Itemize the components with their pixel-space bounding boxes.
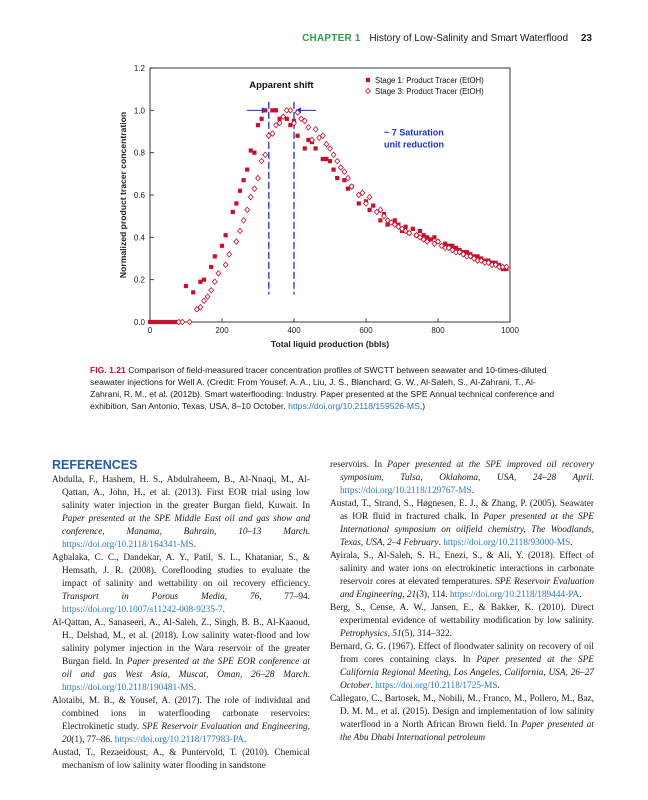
stage3-data-point [248,194,253,199]
plot-frame [150,68,510,322]
reference-end: . [471,486,475,496]
stage3-data-point [288,108,293,113]
stage3-data-point [187,319,192,324]
stage1-data-point [335,176,339,180]
saturation-reduction-label: ~ 7 Saturation [384,127,444,138]
stage1-data-point [231,210,235,214]
reference-details: (1), 77–86. [71,735,115,745]
stage3-data-point [328,146,333,151]
reference-details: . [438,538,444,548]
reference-text: Berg, S., Cense, A. W., Jansen, E., & Bakker, K. (2010). Direct experimental evidence of wettability modification by low salinity. [330,603,594,626]
stage3-data-point [245,207,250,212]
reference-end: . [193,683,197,693]
stage3-data-point [367,194,372,199]
reference-details: (5), 314–322. [401,629,452,639]
reference-entry [330,459,594,498]
stage1-data-point [368,208,372,212]
reference-entry [52,474,310,552]
caption-text: Comparison of field-measured tracer concentration profiles of SWCTT between seawater and 10-times-diluted seawater injections for Well A. (Credit: From Yousef, A. A., Liu, J. S., Blanchard, G. W., Al-Saleh, S., Al-Zahrani, T., Al-Zahrani, R. M., et al. (2012b). Smart waterflooding: Industry. Paper presented at the SPE Annual technical conference and exhibition, San Antonio, Texas, USA, 8–10 October. [90,365,555,411]
stage1-data-point [274,108,278,112]
x-tick-label: 600 [359,326,373,335]
stage1-data-point [303,146,307,150]
caption-tail: .) [419,401,426,411]
stage3-data-point [209,288,214,293]
reference-end: . [193,540,197,550]
x-tick-label: 800 [431,326,445,335]
y-axis-label: Normalized product tracer concentration [118,111,128,279]
reference-text: Agbalaka, C. C., Dandekar, A. Y., Patil, S. L., Khataniar, S., & Hemsath, J. R. (2008). Coreflooding studies to evaluate the impact of salinity and wettability on oil recovery efficiency. [52,553,310,589]
stage3-data-point [256,175,261,180]
references-heading: REFERENCES [52,458,138,472]
stage3-data-point [313,127,318,132]
reference-end: . [244,735,247,745]
reference-end: . [222,605,225,615]
stage1-data-point [252,151,256,155]
reference-doi-link[interactable]: https://doi.org/10.2118/93000-MS [443,538,571,548]
stage3-data-point [216,271,221,276]
figure-label: FIG. 1.21 [90,365,126,375]
running-head [302,33,592,44]
stage3-data-point [212,279,217,284]
reference-text: Alotaibi, M. B., & Yousef, A. (2017). The role of individual and combined ions in waterflooding carbonate reservoirs: Electrokinetic study. [52,696,310,732]
y-tick-label: 0.6 [133,191,145,200]
y-tick-label: 0.4 [133,233,145,243]
stage1-data-point [249,148,253,152]
stage1-data-point [220,244,224,248]
reference-source: Paper presented at the SPE International symposium on oilfield chemistry, The Woodlands, Texas, USA, 2–4 February [340,512,594,548]
reference-text: Abdulla, F., Hashem, H. S., Abdulraheem, B., Al-Nnaqi, M., Al-Qattan, A., John, H., et al. (2013). First EOR trial using low salinity water injection in the greater Burgan field, Kuwait. In [52,475,310,511]
stage1-data-point [198,280,202,284]
reference-entry [52,552,310,617]
stage3-data-point [202,298,207,303]
references-right-column [330,459,594,745]
stage1-data-point [324,157,328,161]
stage1-data-point [224,233,228,237]
stage1-data-point [314,146,318,150]
stage3-data-point [324,142,329,147]
chapter-label: CHAPTER 1 [302,33,361,44]
x-axis-label: Total liquid production (bbls) [270,339,390,349]
reference-entry [52,695,310,747]
stage1-data-point [170,320,174,324]
stage1-data-point [152,320,156,324]
reference-doi-link[interactable]: https://doi.org/10.2118/129767-MS [340,486,472,496]
stage1-data-point [155,320,159,324]
stage1-data-point [328,159,332,163]
reference-text: Austad, T., Rezaeidoust, A., & Puntervold, T. (2010). Chemical mechanism of low salinity water flooding in sandstone [52,748,310,771]
reference-entry [330,693,594,745]
stage1-data-point [245,168,249,172]
y-tick-label: 1.0 [133,106,145,116]
reference-details: . [307,527,310,537]
stage3-data-point [342,169,347,174]
reference-doi-link[interactable]: https://doi.org/10.2118/164341-MS [62,540,194,550]
saturation-reduction-label: unit reduction [384,139,444,150]
stage3-data-point [205,294,210,299]
x-tick-label: 400 [287,326,301,335]
tracer-concentration-chart [110,60,530,360]
reference-source: SPE Reservoir Evaluation and Engineering, 20 [62,722,310,745]
reference-doi-link[interactable]: https://doi.org/10.1007/s11242-008-9235-7 [62,605,223,615]
reference-entry [52,747,310,773]
stage1-data-point [260,117,264,121]
x-tick-label: 1000 [501,326,519,335]
reference-doi-link[interactable]: https://doi.org/10.2118/1725-MS [375,681,498,691]
reference-source: SPE Reservoir Evaluation and Engineering, 21 [340,577,594,600]
reference-doi-link[interactable]: https://doi.org/10.2118/189444-PA [449,590,580,600]
legend-marker-stage3 [366,88,371,93]
reference-source: Paper presented at the SPE improved oil recovery symposium, Tulsa, Oklahoma, USA, 24–28 April [340,460,595,483]
stage1-data-point [411,227,415,231]
stage3-data-point [227,252,232,257]
reference-text: Ayirala, S., Al-Saleh, S. H., Enezi, S., & Ali, Y. (2018). Effect of salinity and water ions on electrokinetic interactions in carbonate reservoir cores at elevated temperatures. [330,551,594,587]
stage1-data-point [432,235,436,239]
stage1-data-point [234,201,238,205]
reference-text: Callegaro, C., Bartosek, M., Nobili, M., Franco, M., Pollero, M., Baz, D. M. M., et al. (2015). Design and implementation of low salinity waterflood in a North African Brown field. In [330,694,594,730]
stage1-data-point [378,218,382,222]
stage3-data-point [335,158,340,163]
reference-source: Paper presented at the SPE Middle East oil and gas show and conference, Manama, Bahrain, 10–13 March [62,514,310,537]
reference-text: Bernard, G. G. (1967). Effect of floodwater salinity on recovery of oil from cores containing clays. In [330,642,594,665]
stage3-data-point [252,186,257,191]
reference-details: (3), 114. [416,590,450,600]
reference-source: Paper presented at the SPE California Regional Meeting, Los Angeles, California, USA, 26–27 October [340,655,594,691]
stage1-data-point [162,320,166,324]
stage1-data-point [256,123,260,127]
apparent-shift-label: Apparent shift [249,80,314,91]
stage3-data-point [238,228,243,233]
stage1-data-point [357,201,361,205]
stage3-data-point [241,218,246,223]
reference-text: Al-Qattan, A., Sanaseeri, A., Al-Saleh, Z., Singh, B. B., Al-Kaaoud, H., Delshad, M., et al. (2018). Low salinity water-flood and low salinity polymer injection in the Wara reservoir of the greater Burgan field. In [52,618,310,667]
reference-entry [330,602,594,641]
y-tick-label: 1.2 [133,64,145,73]
y-tick-label: 0.2 [133,275,145,285]
stage1-data-point [418,229,422,233]
reference-details: , 77–94. [259,592,310,602]
reference-entry [330,498,594,550]
stage1-data-point [270,108,274,112]
stage1-data-point [202,278,206,282]
reference-doi-link[interactable]: https://doi.org/10.2118/177983-PA [114,735,244,745]
stage3-data-point [234,239,239,244]
reference-text: reservoirs. In [330,460,388,470]
x-tick-label: 200 [215,326,229,335]
stage1-data-point [332,168,336,172]
stage1-data-point [296,134,300,138]
reference-end: . [497,681,500,691]
stage1-data-point [238,189,242,193]
page-number: 23 [580,33,592,44]
y-tick-label: 0.8 [133,148,145,158]
reference-source: Paper presented at the Abu Dhabi International petroleum [340,720,595,743]
stage1-data-point [166,320,170,324]
caption-doi-link[interactable]: https://doi.org/10.2118/159526-MS [288,401,420,411]
stage3-data-point [263,152,268,157]
reference-end: . [570,538,573,548]
legend-label-stage1: Stage 1: Product Tracer (EtOH) [375,76,484,85]
reference-entry [330,641,594,693]
reference-doi-link[interactable]: https://doi.org/10.2118/190481-MS [62,683,194,693]
stage3-data-point [338,165,343,170]
legend-label-stage3: Stage 3: Product Tracer (EtOH) [375,87,484,96]
references-left-column [52,474,310,773]
stage1-data-point [184,284,188,288]
stage1-data-point [191,290,195,294]
x-tick-label: 0 [147,326,153,335]
reference-source: Paper presented at the SPE EOR conference at oil and gas West Asia, Muscat, Oman, 26–28 March [62,657,311,680]
stage1-data-point [242,178,246,182]
reference-text: Austad, T., Strand, S., Høgnesen, E. J., & Zhang, P. (2005). Seawater as IOR fluid in fractured chalk. In [330,499,594,522]
section-title: History of Low-Salinity and Smart Waterflood [369,33,568,44]
stage3-data-point [306,125,311,130]
reference-source: Transport in Porous Media, 76 [62,592,260,602]
stage3-data-point [223,262,228,267]
reference-details: . [591,473,594,483]
reference-entry [52,617,310,695]
reference-source: Petrophysics, 51 [340,629,402,639]
stage1-data-point [209,265,213,269]
figure-caption [90,364,560,412]
reference-entry [330,550,594,602]
stage1-data-point [159,320,163,324]
stage1-data-point [321,157,325,161]
reference-end: . [579,590,582,600]
stage1-data-point [371,203,375,207]
stage3-data-point [259,158,264,163]
y-tick-label: 0.0 [133,318,145,327]
stage1-data-point [213,254,217,258]
stage3-data-point [180,319,185,324]
legend-marker-stage1 [366,78,370,82]
stage1-data-point [263,108,267,112]
stage3-data-point [331,152,336,157]
reference-details: . [307,670,310,680]
reference-details: . [370,681,376,691]
stage1-data-point [148,320,152,324]
